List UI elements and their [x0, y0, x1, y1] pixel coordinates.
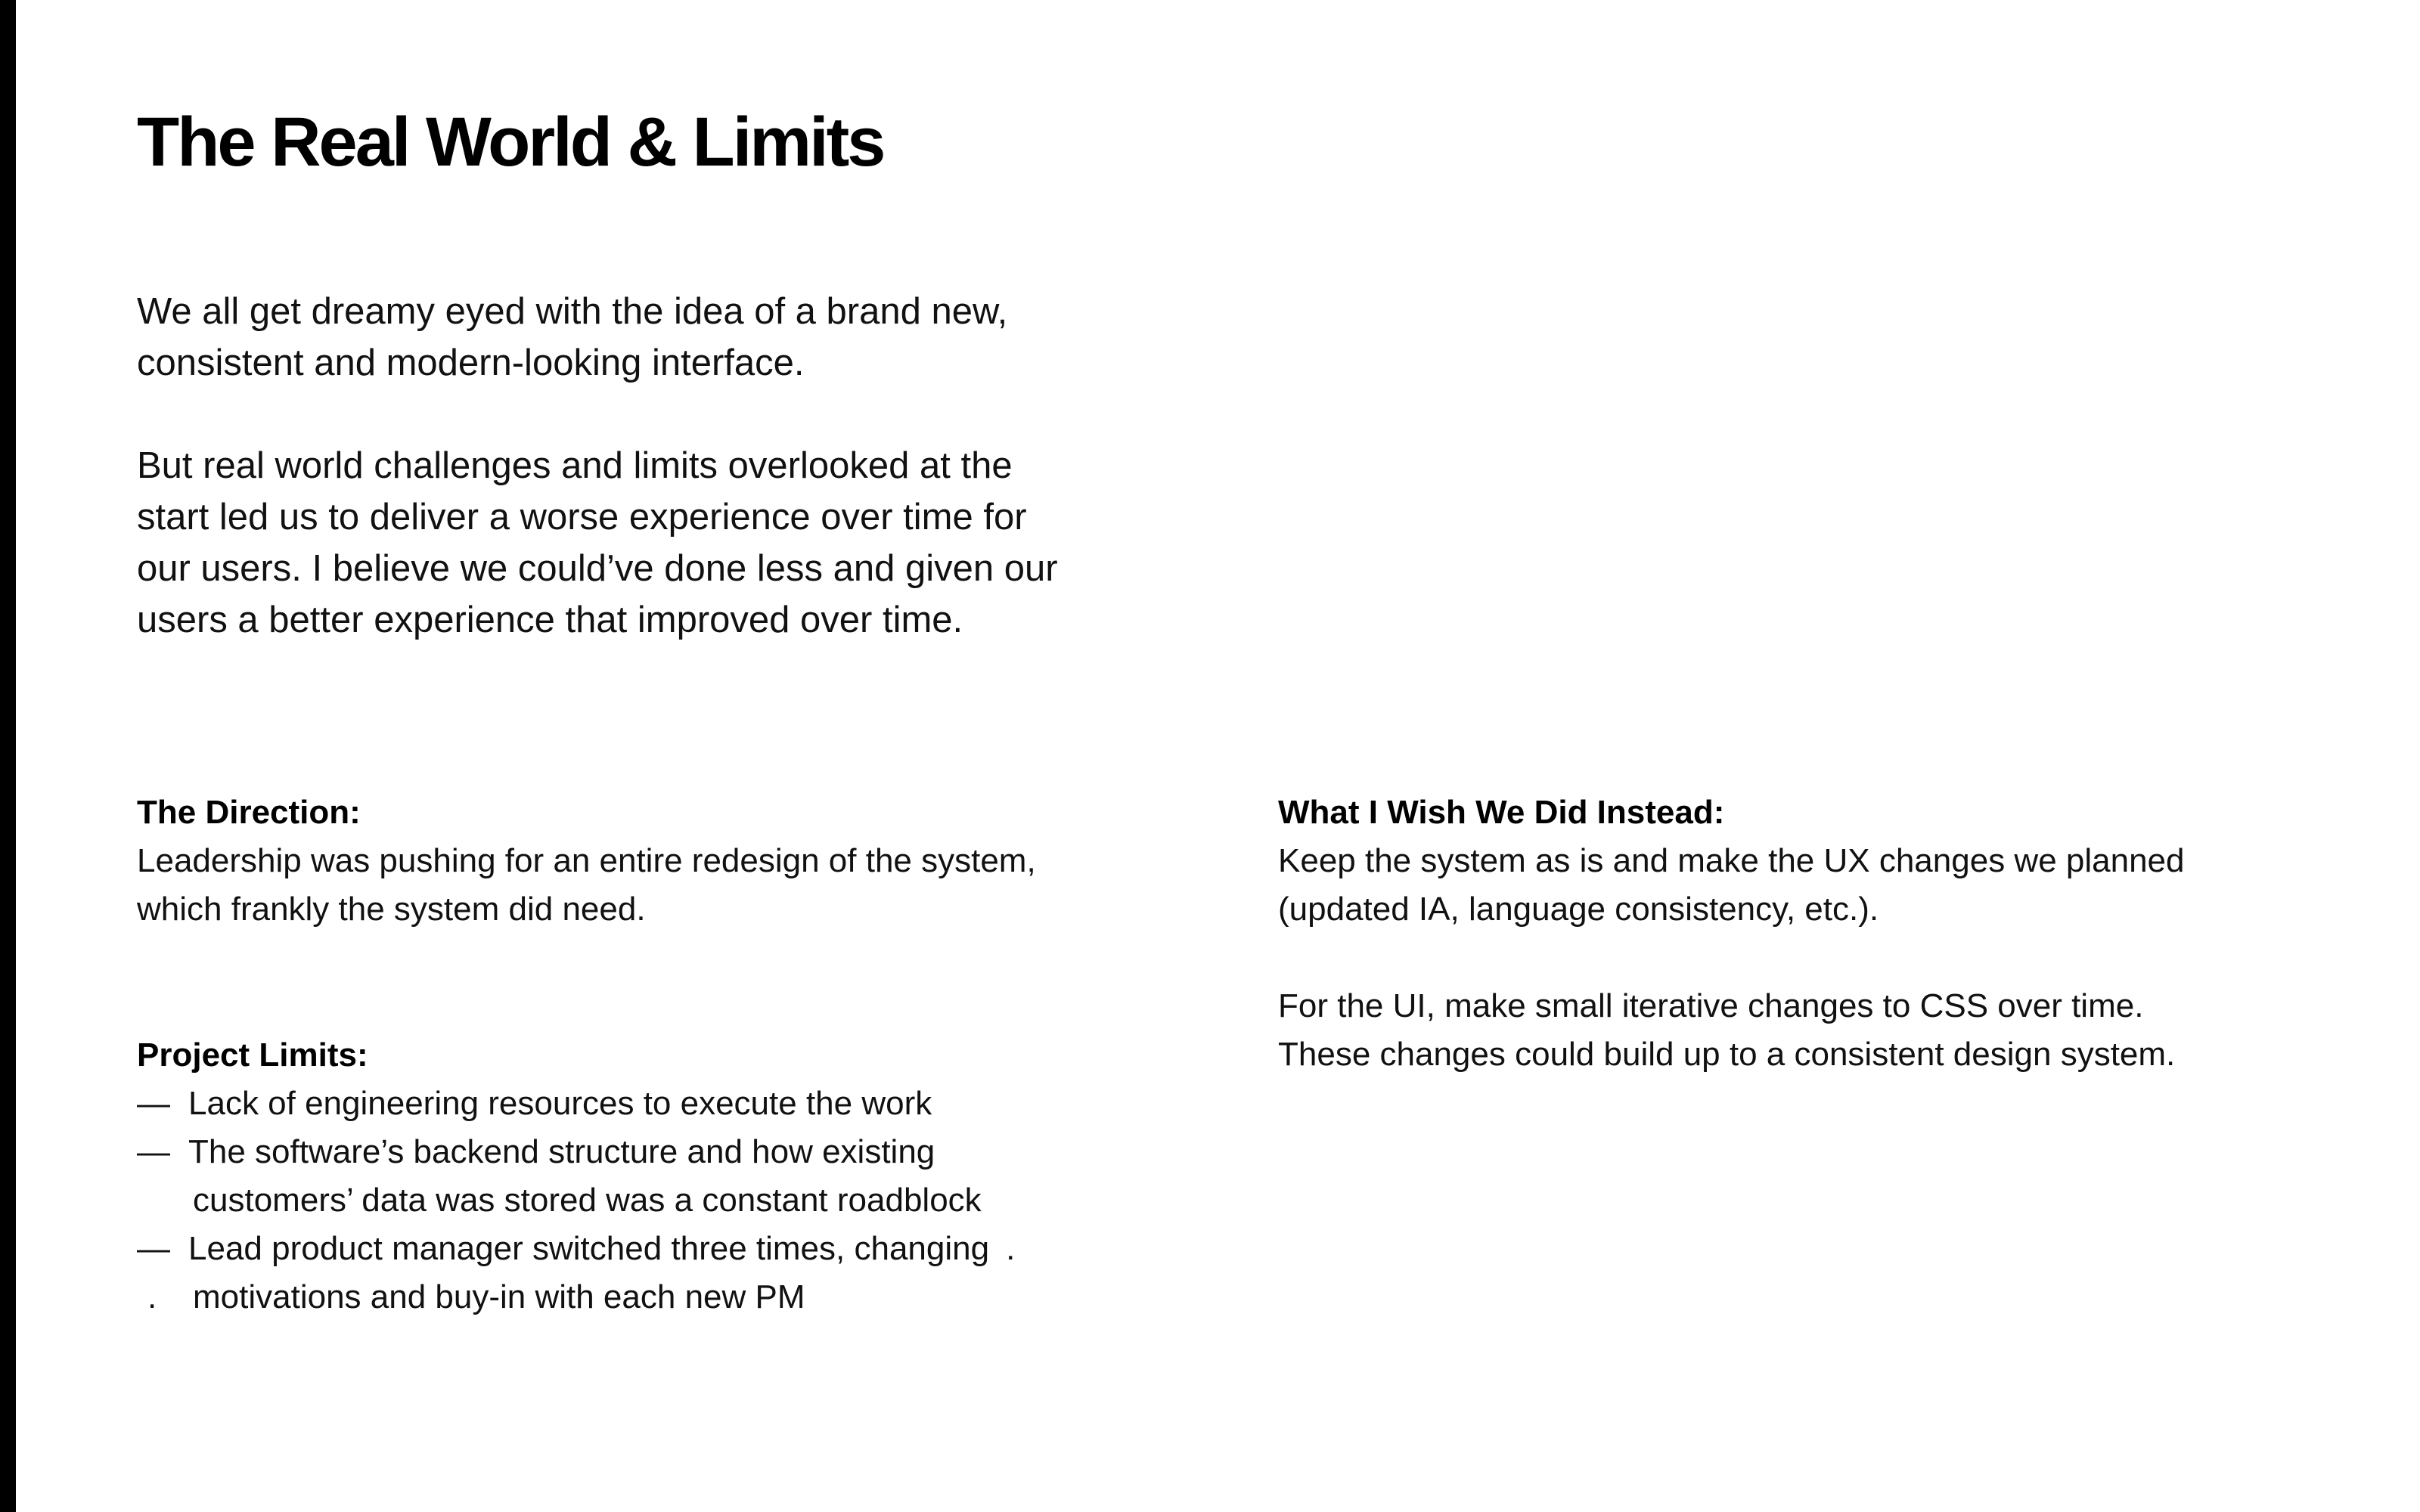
- stray-dot-right: .: [1006, 1230, 1016, 1267]
- limit-item-2: [137, 1128, 1196, 1176]
- wish-instead-p1-line-1: Keep the system as is and make the UX changes we planned: [1278, 842, 2185, 879]
- intro-p2-line-3: our users. I believe we could’ve done less and given our: [137, 548, 1058, 589]
- dash-bullet: —: [137, 1085, 170, 1122]
- project-limits-section: [137, 1031, 1196, 1321]
- limit-item-3: [137, 1225, 1196, 1273]
- limit-item-2-continuation: customers’ data was stored was a constant roadblock: [193, 1182, 982, 1219]
- wish-instead-section: [1278, 789, 2337, 1079]
- direction-line-2: which frankly the system did need.: [137, 891, 646, 928]
- intro-p2-line-4: users a better experience that improved over time.: [137, 600, 963, 640]
- limit-item-1-text: Lack of engineering resources to execute the work: [188, 1085, 932, 1122]
- wish-instead-p2-line-1: For the UI, make small iterative changes to CSS over time.: [1278, 987, 2144, 1024]
- limit-item-1: [137, 1080, 1196, 1128]
- limit-item-3-text: Lead product manager switched three times, changing: [188, 1230, 990, 1267]
- dash-bullet: —: [137, 1230, 170, 1267]
- intro-paragraph-1: [137, 286, 1090, 389]
- dash-bullet: —: [137, 1133, 170, 1170]
- wish-instead-p2-line-2: These changes could build up to a consistent design system.: [1278, 1036, 2176, 1073]
- intro-p1-line-2: consistent and modern-looking interface.: [137, 342, 805, 383]
- wish-instead-p1-line-2: (updated IA, language consistency, etc.).: [1278, 891, 1879, 928]
- intro-p1-line-1: We all get dreamy eyed with the idea of a brand new,: [137, 291, 1008, 332]
- stray-dot-left: .: [147, 1278, 157, 1315]
- project-limits-heading: Project Limits:: [137, 1036, 368, 1074]
- page-title: The Real World & Limits: [137, 104, 884, 181]
- intro-text: [137, 286, 1090, 646]
- intro-p2-line-2: start led us to deliver a worse experience over time for: [137, 497, 1027, 538]
- wish-instead-heading: What I Wish We Did Instead:: [1278, 794, 1725, 831]
- intro-p2-line-1: But real world challenges and limits overlooked at the: [137, 445, 1013, 486]
- direction-section: [137, 789, 1196, 934]
- direction-heading: The Direction:: [137, 794, 361, 831]
- direction-line-1: Leadership was pushing for an entire redesign of the system,: [137, 842, 1036, 879]
- limit-item-2-text: The software’s backend structure and how existing: [188, 1133, 935, 1170]
- limit-item-3-continuation-text: motivations and buy-in with each new PM: [193, 1278, 805, 1315]
- intro-paragraph-2: [137, 440, 1090, 646]
- left-edge-bar: [0, 0, 16, 1512]
- limit-item-3-continuation: [137, 1273, 1196, 1321]
- paragraph-spacer: [1278, 934, 2337, 982]
